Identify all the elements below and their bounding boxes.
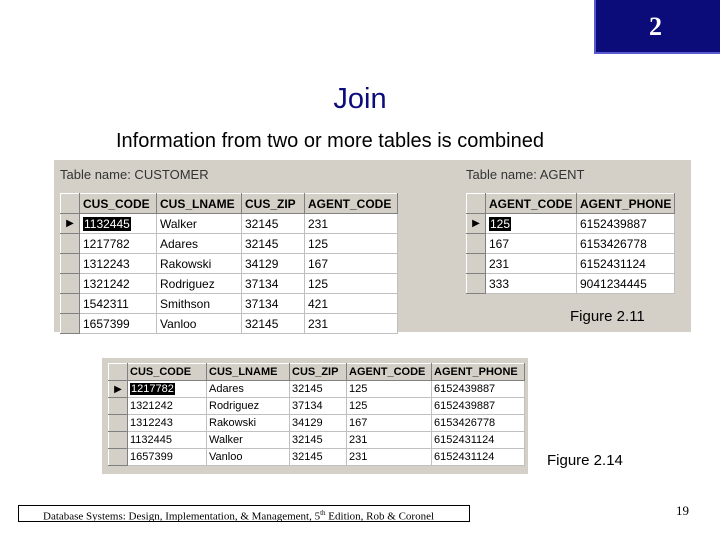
table-cell[interactable]: 1217782 bbox=[80, 234, 157, 254]
table-cell[interactable]: Walker bbox=[157, 214, 242, 234]
table-cell[interactable]: 6152431124 bbox=[432, 449, 525, 466]
column-header[interactable]: AGENT_CODE bbox=[305, 194, 398, 214]
column-header[interactable]: AGENT_PHONE bbox=[432, 364, 525, 381]
table-cell[interactable]: Adares bbox=[157, 234, 242, 254]
table-cell[interactable]: 32145 bbox=[242, 234, 305, 254]
table-cell[interactable]: 125 bbox=[305, 274, 398, 294]
agent-table bbox=[466, 193, 675, 294]
table-cell[interactable]: 32145 bbox=[242, 214, 305, 234]
table-cell[interactable]: 231 bbox=[305, 214, 398, 234]
table-cell[interactable]: 34129 bbox=[242, 254, 305, 274]
footer-citation bbox=[18, 505, 470, 522]
table-cell[interactable]: 37134 bbox=[242, 274, 305, 294]
table-cell[interactable]: Rakowski bbox=[157, 254, 242, 274]
table-cell[interactable]: 6152431124 bbox=[432, 432, 525, 449]
table-cell[interactable] bbox=[80, 214, 157, 234]
table-row[interactable] bbox=[61, 214, 398, 234]
table-cell[interactable]: Rodriguez bbox=[207, 398, 290, 415]
table-cell[interactable] bbox=[128, 381, 207, 398]
table-cell[interactable]: Adares bbox=[207, 381, 290, 398]
column-header[interactable]: CUS_ZIP bbox=[290, 364, 347, 381]
table-cell[interactable]: 1321242 bbox=[128, 398, 207, 415]
table-row[interactable] bbox=[109, 415, 525, 432]
footer-text-end: Edition, Rob & Coronel bbox=[325, 510, 435, 523]
selected-cell-value: 1132445 bbox=[84, 216, 130, 231]
table-cell[interactable]: 6153426778 bbox=[577, 234, 675, 254]
table-cell[interactable]: Rakowski bbox=[207, 415, 290, 432]
table-cell[interactable]: 32145 bbox=[290, 432, 347, 449]
footer-superscript: th bbox=[320, 509, 326, 517]
row-selector[interactable] bbox=[467, 274, 486, 294]
table-row[interactable] bbox=[61, 314, 398, 334]
table-cell[interactable]: 125 bbox=[305, 234, 398, 254]
table-cell[interactable]: 9041234445 bbox=[577, 274, 675, 294]
row-selector-header bbox=[467, 194, 486, 214]
joined-header-row bbox=[109, 364, 525, 381]
column-header[interactable]: CUS_CODE bbox=[128, 364, 207, 381]
row-selector[interactable] bbox=[467, 234, 486, 254]
row-selector[interactable] bbox=[109, 398, 128, 415]
row-selector-header bbox=[61, 194, 80, 214]
column-header[interactable]: AGENT_CODE bbox=[347, 364, 432, 381]
table-cell[interactable]: 125 bbox=[347, 381, 432, 398]
figure-2-14-panel bbox=[102, 358, 528, 474]
table-cell[interactable]: 231 bbox=[347, 432, 432, 449]
table-cell[interactable]: 167 bbox=[305, 254, 398, 274]
customer-table-name: Table name: CUSTOMER bbox=[60, 167, 209, 182]
chapter-number: 2 bbox=[649, 12, 662, 41]
table-cell[interactable]: 32145 bbox=[242, 314, 305, 334]
slide-title: Join bbox=[333, 83, 387, 115]
column-header[interactable]: CUS_ZIP bbox=[242, 194, 305, 214]
table-cell[interactable]: 37134 bbox=[242, 294, 305, 314]
table-cell[interactable]: 6152439887 bbox=[432, 381, 525, 398]
column-header[interactable]: AGENT_PHONE bbox=[577, 194, 675, 214]
table-row[interactable] bbox=[467, 274, 675, 294]
figure-2-11-panel bbox=[54, 160, 691, 332]
column-header[interactable]: AGENT_CODE bbox=[486, 194, 577, 214]
customer-table bbox=[60, 193, 398, 334]
table-cell[interactable]: Smithson bbox=[157, 294, 242, 314]
table-cell[interactable]: 6152431124 bbox=[577, 254, 675, 274]
chapter-badge bbox=[594, 0, 720, 54]
table-cell[interactable]: 32145 bbox=[290, 449, 347, 466]
row-selector[interactable] bbox=[109, 415, 128, 432]
table-row[interactable] bbox=[109, 432, 525, 449]
customer-header-row bbox=[61, 194, 398, 214]
row-selector[interactable] bbox=[467, 254, 486, 274]
table-cell[interactable]: 32145 bbox=[290, 381, 347, 398]
page-number: 19 bbox=[676, 503, 689, 518]
table-cell[interactable]: Rodriguez bbox=[157, 274, 242, 294]
table-row[interactable] bbox=[61, 254, 398, 274]
table-cell[interactable]: 231 bbox=[305, 314, 398, 334]
agent-header-row bbox=[467, 194, 675, 214]
table-row[interactable] bbox=[109, 381, 525, 398]
row-selector[interactable] bbox=[61, 294, 80, 314]
table-row[interactable] bbox=[467, 254, 675, 274]
figure-2-11-caption: Figure 2.11 bbox=[570, 308, 645, 325]
record-selector-arrow-icon[interactable]: ▶ bbox=[467, 214, 486, 234]
table-cell[interactable]: 231 bbox=[486, 254, 577, 274]
table-cell[interactable]: 6152439887 bbox=[432, 398, 525, 415]
table-cell[interactable]: 6152439887 bbox=[577, 214, 675, 234]
agent-table-name: Table name: AGENT bbox=[466, 167, 585, 182]
row-selector[interactable] bbox=[61, 314, 80, 334]
table-cell[interactable]: 167 bbox=[347, 415, 432, 432]
table-cell[interactable]: Vanloo bbox=[207, 449, 290, 466]
row-selector[interactable] bbox=[61, 254, 80, 274]
table-cell[interactable]: 125 bbox=[347, 398, 432, 415]
table-cell[interactable]: 333 bbox=[486, 274, 577, 294]
row-selector[interactable] bbox=[109, 432, 128, 449]
table-cell[interactable]: 1657399 bbox=[80, 314, 157, 334]
table-cell[interactable]: Vanloo bbox=[157, 314, 242, 334]
table-row[interactable] bbox=[61, 294, 398, 314]
joined-table bbox=[108, 363, 525, 466]
slide-subtitle: Information from two or more tables is combined bbox=[116, 130, 544, 152]
table-cell[interactable]: 37134 bbox=[290, 398, 347, 415]
record-selector-arrow-icon[interactable]: ▶ bbox=[61, 214, 80, 234]
table-cell[interactable]: 34129 bbox=[290, 415, 347, 432]
table-row[interactable] bbox=[109, 449, 525, 466]
table-cell[interactable]: 1321242 bbox=[80, 274, 157, 294]
column-header[interactable]: CUS_LNAME bbox=[207, 364, 290, 381]
table-row[interactable] bbox=[61, 234, 398, 254]
table-cell[interactable]: 1542311 bbox=[80, 294, 157, 314]
table-cell[interactable]: 231 bbox=[347, 449, 432, 466]
selected-cell-value: 125 bbox=[490, 216, 511, 231]
row-selector[interactable] bbox=[109, 449, 128, 466]
table-cell[interactable]: 1657399 bbox=[128, 449, 207, 466]
table-cell[interactable]: 421 bbox=[305, 294, 398, 314]
footer-text: Database Systems: Design, Implementation, & Management, 5 bbox=[43, 510, 321, 523]
column-header[interactable]: CUS_LNAME bbox=[157, 194, 242, 214]
table-cell[interactable]: 6153426778 bbox=[432, 415, 525, 432]
row-selector-header bbox=[109, 364, 128, 381]
table-cell[interactable]: Walker bbox=[207, 432, 290, 449]
table-cell[interactable]: 167 bbox=[486, 234, 577, 254]
row-selector[interactable] bbox=[61, 274, 80, 294]
record-selector-arrow-icon[interactable]: ▶ bbox=[109, 381, 128, 398]
table-cell[interactable] bbox=[486, 214, 577, 234]
table-row[interactable] bbox=[467, 234, 675, 254]
table-row[interactable] bbox=[61, 274, 398, 294]
column-header[interactable]: CUS_CODE bbox=[80, 194, 157, 214]
table-cell[interactable]: 1312243 bbox=[80, 254, 157, 274]
table-cell[interactable]: 1132445 bbox=[128, 432, 207, 449]
row-selector[interactable] bbox=[61, 234, 80, 254]
table-row[interactable] bbox=[467, 214, 675, 234]
table-row[interactable] bbox=[109, 398, 525, 415]
selected-cell-value: 1217782 bbox=[131, 382, 174, 395]
figure-2-14-caption: Figure 2.14 bbox=[547, 452, 623, 469]
table-cell[interactable]: 1312243 bbox=[128, 415, 207, 432]
